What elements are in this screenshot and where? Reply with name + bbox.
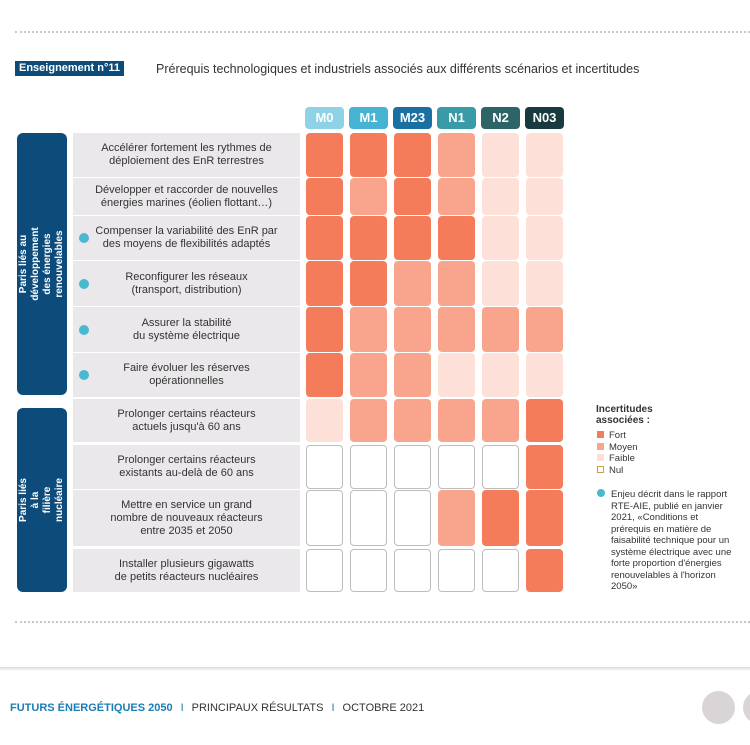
matrix-cell: [438, 261, 475, 306]
matrix-cell: [438, 216, 475, 260]
matrix-cell: [482, 353, 519, 397]
matrix-cell: [438, 490, 475, 546]
matrix-cell: [394, 307, 431, 352]
legend-title: Incertitudes associées :: [596, 404, 653, 426]
row-label-text: Faire évoluer les réserves opérationnelles: [123, 362, 250, 387]
matrix-cell: [306, 445, 343, 489]
matrix-cell: [306, 216, 343, 260]
legend-label: Nul: [609, 464, 624, 476]
row-label-text: Mettre en service un grand nombre de nouveaux réacteurs entre 2035 et 2050: [110, 498, 263, 537]
legend-label: Moyen: [609, 441, 638, 453]
group-label: [17, 408, 67, 592]
matrix-cell: [482, 490, 519, 546]
matrix-cell: [526, 133, 563, 177]
page-nav-button[interactable]: [702, 691, 735, 724]
matrix-cell: [526, 216, 563, 260]
matrix-cell: [526, 490, 563, 546]
matrix-cell: [526, 261, 563, 306]
row-label-text: Installer plusieurs gigawatts de petits réacteurs nucléaires: [114, 557, 259, 583]
lesson-badge: Enseignement n°11: [15, 61, 124, 76]
matrix-cell: [306, 399, 343, 442]
matrix-cell: [526, 307, 563, 352]
matrix-cell: [438, 353, 475, 397]
group-label: [17, 133, 67, 395]
matrix-cell: [350, 399, 387, 442]
matrix-cell: [438, 133, 475, 177]
matrix-cell: [350, 178, 387, 215]
row-label-text: Assurer la stabilité du système électrique: [133, 316, 240, 342]
row-label: [73, 353, 300, 397]
matrix-cell: [438, 178, 475, 215]
matrix-cell: [526, 178, 563, 215]
matrix-cell: [394, 399, 431, 442]
matrix-cell: [438, 307, 475, 352]
matrix-cell: [350, 549, 387, 592]
row-label: [73, 399, 300, 442]
footer-brand: FUTURS ÉNERGÉTIQUES 2050: [10, 702, 173, 714]
legend-swatch-icon: [597, 454, 604, 461]
legend-note: Enjeu décrit dans le rapport RTE-AIE, publié en janvier 2021, «Conditions et prérequis en matière de faisabilité technique pour un système électrique avec une forte proportion d'énergies renouvelables à l'horizon 2050»: [611, 489, 732, 592]
matrix-cell: [394, 216, 431, 260]
row-label: [73, 445, 300, 489]
top-divider: [15, 31, 750, 33]
matrix-cell: [482, 133, 519, 177]
matrix-cell: [394, 261, 431, 306]
column-header-m0: M0: [305, 107, 344, 129]
row-label: [73, 549, 300, 592]
matrix-cell: [350, 353, 387, 397]
matrix-cell: [482, 549, 519, 592]
footer-section: PRINCIPAUX RÉSULTATS: [191, 702, 324, 714]
column-header-m1: M1: [349, 107, 388, 129]
matrix-cell: [438, 399, 475, 442]
legend-swatch-icon: [597, 431, 604, 438]
footer: [10, 702, 424, 714]
matrix-cell: [526, 399, 563, 442]
matrix-cell: [482, 445, 519, 489]
column-header-n2: N2: [481, 107, 520, 129]
footer-date: OCTOBRE 2021: [342, 702, 425, 714]
row-label: [73, 133, 300, 177]
matrix-cell: [394, 490, 431, 546]
row-label-text: Développer et raccorder de nouvelles énergies marines (éolien flottant…): [95, 183, 278, 209]
matrix-cell: [350, 490, 387, 546]
matrix-cell: [394, 353, 431, 397]
footer-separator: I: [331, 702, 335, 714]
matrix-cell: [350, 216, 387, 260]
matrix-cell: [350, 445, 387, 489]
legend-label: Fort: [609, 430, 626, 441]
issue-dot-icon: [79, 325, 89, 335]
legend-item: [597, 453, 635, 464]
matrix-cell: [482, 399, 519, 442]
matrix-cell: [306, 307, 343, 352]
legend-item: [597, 465, 623, 476]
legend-swatch-icon: [597, 466, 604, 473]
matrix-cell: [482, 307, 519, 352]
issue-dot-icon: [79, 279, 89, 289]
row-label-text: Reconfigurer les réseaux (transport, distribution): [125, 270, 248, 296]
matrix-cell: [350, 307, 387, 352]
matrix-cell: [482, 216, 519, 260]
legend-item: [597, 442, 638, 453]
row-label-text: Accélérer fortement les rythmes de déploiement des EnR terrestres: [101, 142, 272, 167]
row-label-text: Compenser la variabilité des EnR par des moyens de flexibilités adaptés: [95, 225, 278, 250]
matrix-cell: [482, 261, 519, 306]
group-label-text: Paris liés au développement des énergies renouvelables: [18, 227, 65, 301]
row-label-text: Prolonger certains réacteurs existants au-delà de 60 ans: [117, 454, 256, 479]
matrix-cell: [306, 178, 343, 215]
row-label: [73, 216, 300, 260]
legend-item: [597, 430, 626, 441]
row-label: [73, 307, 300, 352]
matrix-cell: [482, 178, 519, 215]
column-header-n03: N03: [525, 107, 564, 129]
issue-dot-icon: [597, 489, 605, 497]
matrix-cell: [438, 549, 475, 592]
matrix-cell: [306, 549, 343, 592]
matrix-cell: [526, 445, 563, 489]
matrix-cell: [394, 445, 431, 489]
matrix-cell: [306, 490, 343, 546]
matrix-cell: [306, 353, 343, 397]
bottom-divider: [15, 621, 750, 623]
footer-divider: [0, 667, 750, 671]
matrix-cell: [394, 178, 431, 215]
matrix-cell: [394, 549, 431, 592]
group-label-text: Paris liés à la filière nucléaire: [18, 478, 65, 522]
matrix-cell: [394, 133, 431, 177]
matrix-cell: [350, 133, 387, 177]
footer-separator: I: [180, 702, 184, 714]
row-label: [73, 178, 300, 215]
page-nav-button-next[interactable]: [743, 691, 750, 724]
column-header-n1: N1: [437, 107, 476, 129]
row-label: [73, 490, 300, 546]
matrix-cell: [526, 353, 563, 397]
matrix-cell: [306, 133, 343, 177]
row-label-text: Prolonger certains réacteurs actuels jusqu'à 60 ans: [117, 407, 256, 433]
legend-swatch-icon: [597, 443, 604, 450]
matrix-cell: [350, 261, 387, 306]
issue-dot-icon: [79, 233, 89, 243]
matrix-cell: [526, 549, 563, 592]
column-header-m23: M23: [393, 107, 432, 129]
row-label: [73, 261, 300, 306]
page-title: Prérequis technologiques et industriels associés aux différents scénarios et incertitudes: [156, 62, 640, 76]
issue-dot-icon: [79, 370, 89, 380]
matrix-cell: [306, 261, 343, 306]
matrix-cell: [438, 445, 475, 489]
legend-label: Faible: [609, 453, 635, 464]
